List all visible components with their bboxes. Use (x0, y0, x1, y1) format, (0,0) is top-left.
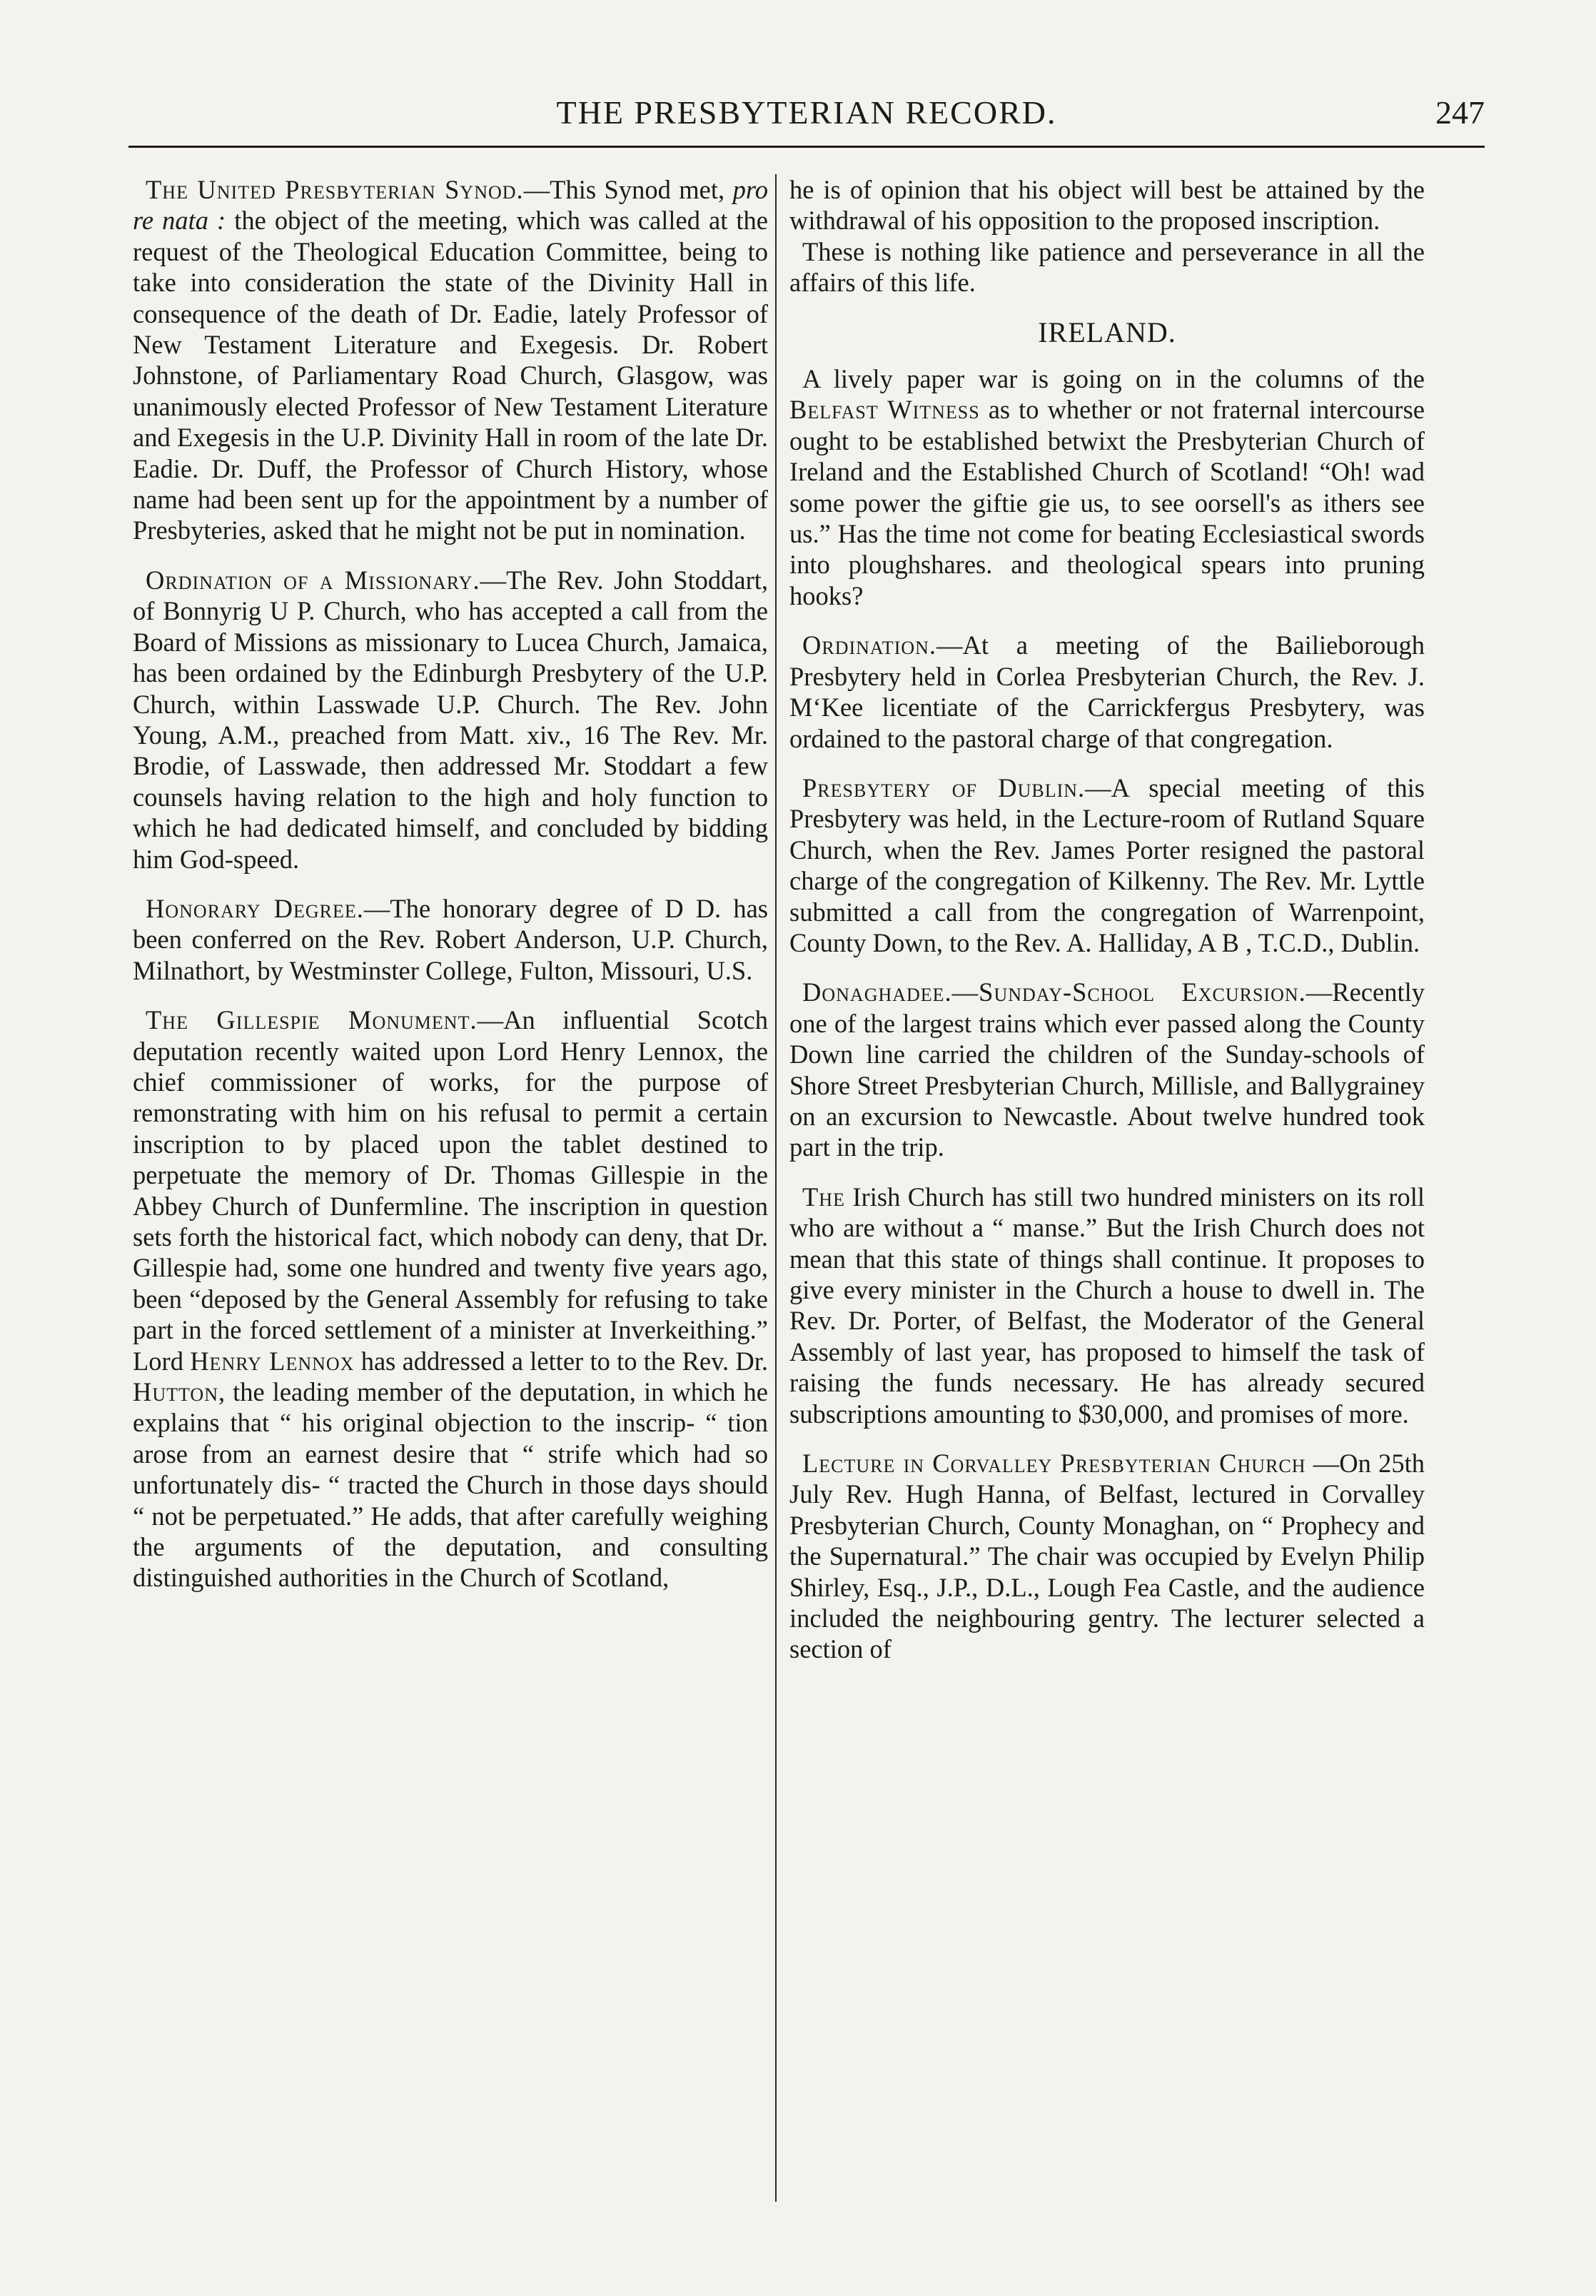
right-column (789, 174, 1425, 2259)
newspaper-name: Belfast Witness (789, 395, 980, 425)
article-donaghadee-excursion (789, 977, 1425, 1162)
article-heading: Donaghadee.—Sunday-School Excursion. (802, 977, 1306, 1007)
article-honorary-degree (133, 893, 768, 986)
article-heading: Ordination. (802, 630, 937, 660)
person-name: Hutton (133, 1377, 218, 1407)
article-body: —The Rev. John Stoddart, of Bonnyrig U P. Church, who has accepted a call from the Board of Missions as missionary to Lucea Church, Jamaica, has been ordained by the Edinburgh Presbytery of the U.P. Church, within Lasswade U.P. Church. The Rev. John Young, A.M., preached from Matt. xiv., 16 The Rev. Mr. Brodie, of Lasswade, then addressed Mr. Stoddart a few counsels having relation to the high and holy function to which he had dedicated himself, and concluded by bidding him God-speed. (133, 565, 768, 874)
latin-phrase: pro re nata : (133, 175, 768, 236)
article-continuation: he is of opinion that his object will best be attained by the withdrawal of his opposition to the proposed inscription. (789, 175, 1425, 236)
article-body: —Recently one of the largest trains which ever passed along the County Down line carried the children of the Sunday-schools of Shore Street Presbyterian Church, Millisle, and Ballygrainey on an excursion to Newcastle. About twelve hundred took part in the trip. (789, 977, 1425, 1162)
page-number: 247 (1435, 94, 1485, 131)
article-body: —An influential Scotch deputation recently waited upon Lord Henry Lennox, the chief commissioner of works, for the purpose of remonstrating with him on his refusal to permit a certain inscription to by placed upon the tablet destined to perpetuate the memory of Dr. Thomas Gillespie in the Abbey Church of Dunfermline. The inscription in question sets forth the historical fact, which nobody can deny, that Dr. Gillespie had, some one hundred and twenty five years ago, been “deposed by the General Assembly for refusing to take part in the forced settlement of a minister at Inverkeithing.” Lord (133, 1005, 768, 1376)
left-column (133, 174, 768, 2259)
article-body: has addressed a letter to to the Rev. Dr. (354, 1346, 768, 1376)
running-header (128, 84, 1485, 141)
article-body: , the leading member of the deputation, in which he explains that “ his original objection to the inscrip- “ tion arose from an earnest desire that “ strife which had so unfortunately dis- “ tracted the Church in those days should “ not be perpetuated.” He adds, that after carefully weighing the arguments of the deputation, and consulting distinguished authorities in the Church of Scotland, (133, 1377, 768, 1593)
article-heading: Honorary Degree. (146, 893, 364, 923)
article-ordination (789, 630, 1425, 754)
article-heading: The United Presbyterian Synod. (146, 175, 524, 204)
article-paper-war (789, 363, 1425, 611)
article-lead: The (802, 1182, 845, 1212)
article-ordination-of-missionary (133, 565, 768, 875)
article-united-presbyterian-synod (133, 174, 768, 546)
article-patience: These is nothing like patience and perseverance in all the affairs of this life. (789, 236, 1425, 298)
article-corvalley-lecture (789, 1448, 1425, 1665)
article-heading: The Gillespie Monument. (146, 1005, 478, 1035)
article-body: —The honorary degree of D D. has been conferred on the Rev. Robert Anderson, U.P. Church, Milnathort, by Westminster College, Fulton, Missouri, U.S. (133, 893, 768, 985)
article-heading: Ordination of a Missionary. (146, 565, 480, 595)
article-body: as to whether or not fraternal intercourse ought to be established betwixt the Presbyterian Church of Ireland and the Established Church of Scotland! “Oh! wad some power the giftie gie us, to see oorsell's as ithers see us.” Has the time not come for beating Ecclesiastical swords into ploughshares. and theological spears into pruning hooks? (789, 395, 1425, 610)
publication-title: THE PRESBYTERIAN RECORD. (556, 94, 1057, 131)
article-heading: Presbytery of Dublin. (802, 772, 1086, 802)
article-gillespie-monument (133, 1004, 768, 1593)
article-body: —At a meeting of the Bailieborough Presbytery held in Corlea Presbyterian Church, the Rev. J. M‘Kee licentiate of the Carrickfergus Presbytery, was ordained to the pastoral charge of that congregation. (789, 630, 1425, 753)
header-rule (128, 146, 1485, 148)
article-lead: —This Synod met, (523, 175, 733, 204)
article-body: the object of the meeting, which was called at the request of the Theological Education Committee, being to take into consideration the state of the Divinity Hall in consequence of the death of Dr. Eadie, lately Professor of New Testament Literature and Exegesis. Dr. Robert Johnstone, of Parliamentary Road Church, Glasgow, was unanimously elected Professor of New Testament Literature and Exegesis in the U.P. Divinity Hall in room of the late Dr. Eadie. Dr. Duff, the Professor of Church History, whose name had been sent up for the appointment by a number of Presbyteries, asked that he might not be put in nomination. (133, 206, 768, 545)
article-body: Irish Church has still two hundred ministers on its roll who are without a “ manse.” But the Irish Church does not mean that this state of things shall continue. It proposes to give every minister in the Church a house to dwell in. The Rev. Dr. Porter, of Belfast, the Moderator of the General Assembly of last year, has proposed to himself the task of raising the funds necessary. He has already secured subscriptions amounting to $30,000, and promises of more. (789, 1182, 1425, 1429)
article-irish-church (789, 1182, 1425, 1429)
person-name: Henry Lennox (190, 1346, 355, 1376)
article-body: —A special meeting of this Presbytery was held, in the Lecture-room of Rutland Square Church, when the Rev. James Porter resigned the pastoral charge of the congregation of Kilkenny. The Rev. Mr. Lyttle submitted a call from the congregation of Warrenpoint, County Down, to the Rev. A. Halliday, A B , T.C.D., Dublin. (789, 772, 1425, 957)
article-heading: Lecture in Corvalley Presbyterian Church (802, 1449, 1306, 1479)
article-body: A lively paper war is going on in the columns of the (802, 364, 1425, 394)
section-heading-ireland: IRELAND. (1038, 316, 1176, 348)
article-presbytery-of-dublin (789, 772, 1425, 958)
article-body: —On 25th July Rev. Hugh Hanna, of Belfast, lectured in Corvalley Presbyterian Church, County Monaghan, on “ Prophecy and the Supernatural.” The chair was occupied by Evelyn Philip Shirley, Esq., J.P., D.L., Lough Fea Castle, and the audience included the neighbouring gentry. The lecturer selected a section of (789, 1449, 1425, 1664)
column-divider (775, 174, 777, 2202)
